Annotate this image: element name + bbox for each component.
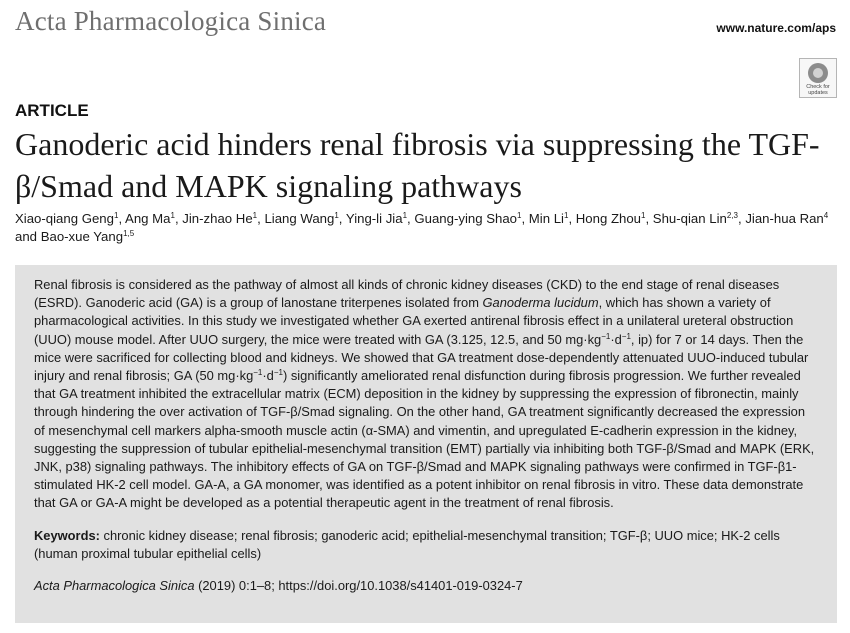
author-name[interactable]: Shu-qian Lin bbox=[652, 211, 727, 226]
author-affiliation: 1 bbox=[402, 211, 408, 220]
abstract-segment: ·d bbox=[610, 331, 622, 347]
article-title: Ganoderic acid hinders renal fibrosis via suppressing the TGF-β/Smad and MAPK signaling pathways bbox=[15, 126, 820, 204]
keywords-text: chronic kidney disease; renal fibrosis; ganoderic acid; epithelial-mesenchymal transition; TGF-β; UUO mice; HK-2 cells (human proximal tubular epithelial cells) bbox=[34, 527, 780, 561]
author-affiliation: 1 bbox=[563, 211, 569, 220]
author-name[interactable]: Bao-xue Yang bbox=[40, 229, 124, 244]
unit-exponent: −1 bbox=[621, 331, 631, 341]
author-affiliation: 1 bbox=[252, 211, 258, 220]
author-name[interactable]: Min Li bbox=[528, 211, 564, 226]
author-affiliation: 1 bbox=[170, 211, 175, 220]
abstract-segment: ) significantly ameliorated renal disfunction during fibrosis progression. We further revealed that GA treatment inhibited the extracellular matrix (ECM) deposition in the kidney by suppressing the expression of fibronectin, mainly through hindering the over activation of TGF-β/Smad signaling. On the other hand, GA treatment significantly decreased the expression of mesenchymal cell markers alpha-smooth muscle actin (α-SMA) and vimentin, and upregulated E-cadherin expression in the kidney, suggesting the suppression of tubular epithelial-mesenchymal transition (EMT) partially via inhibiting both TGF-β/Smad and MAPK (ERK, JNK, p38) signaling pathways. The inhibitory effects of GA on TGF-β/Smad and MAPK signaling pathways were confirmed in TGF-β1-stimulated HK-2 cell model. GA-A, a GA monomer, was identified as a potent inhibitor on renal fibrosis in vitro. These data demonstrate that GA or GA-A might be developed as a potential therapeutic agent in the treatment of renal fibrosis. bbox=[34, 368, 815, 511]
unit-exponent: −1 bbox=[273, 368, 283, 378]
author-affiliation: 1 bbox=[641, 211, 646, 220]
abstract-segment: , which has shown a variety of pharmacological activities. In this study we investigated whether GA exerted antirenal fibrosis effect in a unilateral ureteral obstruction (UUO) mouse model. After UUO surgery, the mice were treated with GA (3.125, 12.5, and 50 mg·kg bbox=[34, 295, 794, 347]
author-conjunction: and bbox=[15, 229, 38, 244]
author-name[interactable]: Ying-li Jia bbox=[345, 211, 403, 226]
author-name[interactable]: Ang Ma bbox=[125, 211, 171, 226]
abstract-segment: ·d bbox=[262, 368, 274, 384]
unit-exponent: −1 bbox=[253, 368, 263, 378]
author-name[interactable]: Jin-zhao He bbox=[182, 211, 253, 226]
abstract-panel bbox=[15, 265, 837, 623]
keywords bbox=[34, 527, 819, 563]
species-name: Ganoderma lucidum bbox=[482, 295, 599, 311]
author-affiliation: 1 bbox=[334, 211, 339, 220]
author-affiliation: 1,5 bbox=[123, 229, 135, 238]
abstract-segment: , ip) for 7 or 14 days. Then the mice were sacrificed for collecting blood and kidneys. We showed that GA treatment dose-dependently attenuated UUO-induced tubular injury and renal fibrosis; GA (50 mg·kg bbox=[34, 331, 809, 384]
check-for-updates-button[interactable] bbox=[799, 58, 837, 98]
author-name[interactable]: Jian-hua Ran bbox=[745, 211, 824, 226]
citation bbox=[34, 577, 819, 595]
author-affiliation: 1 bbox=[113, 211, 119, 220]
author-name[interactable]: Xiao-qiang Geng bbox=[15, 211, 114, 226]
keywords-label: Keywords: bbox=[34, 527, 100, 543]
author-affiliation: 1 bbox=[517, 211, 522, 220]
author-name[interactable]: Guang-ying Shao bbox=[414, 211, 518, 226]
check-for-updates-icon bbox=[808, 63, 828, 83]
citation-doi-link[interactable]: (2019) 0:1–8; https://doi.org/10.1038/s41401-019-0324-7 bbox=[198, 578, 523, 594]
citation-journal: Acta Pharmacologica Sinica bbox=[34, 578, 195, 594]
journal-name: Acta Pharmacologica Sinica bbox=[15, 6, 327, 36]
check-for-updates-label: Check for updates bbox=[806, 84, 830, 96]
author-name[interactable]: Liang Wang bbox=[264, 211, 335, 226]
abstract-text bbox=[34, 276, 819, 513]
author-list: Xiao-qiang Geng$^1$, Ang Ma$^1$, Jin-zhao He$^1$, Liang Wang$^1$, Ying-li Jia$^1$, Guang-ying Shao$^1$, Min Li$^1$, Hong Zhou$^1$, Shu-qian Lin$^{2,3}$, Jian-hua Ran$^4$ and Bao-xue Yang$^{1,5}$ bbox=[15, 211, 829, 244]
article-type-label: ARTICLE bbox=[15, 101, 89, 120]
journal-url-link[interactable]: www.nature.com/aps bbox=[716, 21, 836, 35]
unit-exponent: −1 bbox=[601, 331, 611, 341]
abstract-segment: Renal fibrosis is considered as the pathway of almost all kinds of chronic kidney diseases (CKD) to the end stage of renal diseases (ESRD). Ganoderic acid (GA) is a group of lanostane triterpenes isolated from bbox=[34, 277, 780, 311]
author-name[interactable]: Hong Zhou bbox=[575, 211, 642, 226]
author-affiliation: 4 bbox=[823, 211, 829, 220]
author-affiliation: 2,3 bbox=[726, 211, 738, 220]
